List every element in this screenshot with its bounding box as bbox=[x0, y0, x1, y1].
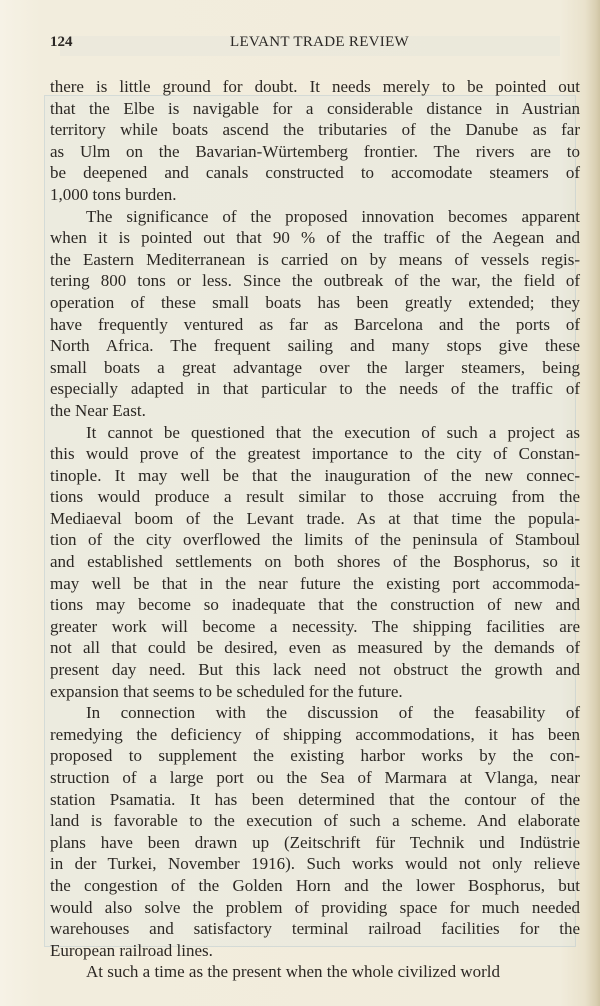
journal-title: LEVANT TRADE REVIEW bbox=[230, 34, 410, 50]
text-line: remedying the deficiency of shipping accommodations, it has been bbox=[50, 724, 580, 744]
text-line: that the Elbe is navigable for a considerable distance in Austrian bbox=[50, 98, 580, 118]
text-line: would also solve the problem of providing space for much needed bbox=[50, 897, 580, 917]
text-line: warehouses and satisfactory terminal railroad facilities for the bbox=[50, 919, 580, 939]
text-line: Mediaeval boom of the Levant trade. As at that time the popula- bbox=[50, 508, 580, 528]
paragraph bbox=[50, 702, 580, 961]
text-line: territory while boats ascend the tributaries of the Danube as far bbox=[50, 120, 580, 140]
article-body bbox=[50, 76, 580, 983]
text-line: tering 800 tons or less. Since the outbreak of the war, the field of bbox=[50, 271, 580, 291]
paragraph bbox=[50, 206, 580, 422]
text-line: station Psamatia. It has been determined that the contour of the bbox=[50, 789, 580, 809]
text-line: the Eastern Mediterranean is carried on by means of vessels regis- bbox=[50, 249, 580, 269]
text-line: At such a time as the present when the whole civilized world bbox=[86, 962, 501, 982]
text-line: be deepened and canals constructed to accomodate steamers of bbox=[50, 163, 580, 183]
text-line: especially adapted in that particular to the needs of the traffic of bbox=[50, 379, 580, 399]
text-line: tions may become so inadequate that the construction of new and bbox=[50, 595, 580, 615]
text-line: expansion that seems to be scheduled for the future. bbox=[50, 681, 403, 701]
text-line: proposed to supplement the existing harbor works by the con- bbox=[50, 746, 580, 766]
text-line: the Near East. bbox=[50, 400, 146, 420]
text-line: tion of the city overflowed the limits of the peninsula of Stamboul bbox=[50, 530, 580, 550]
text-line: there is little ground for doubt. It needs merely to be pointed out bbox=[50, 77, 580, 96]
text-line: In connection with the discussion of the feasability of bbox=[86, 703, 580, 723]
text-line: in der Turkei, November 1916). Such works would not only relieve bbox=[50, 854, 580, 874]
paragraph bbox=[50, 422, 580, 703]
page-number: 124 bbox=[50, 34, 73, 50]
running-head bbox=[50, 34, 578, 54]
text-line: tinople. It may well be that the inauguration of the new connec- bbox=[50, 465, 580, 485]
text-line: struction of a large port ou the Sea of Marmara at Vlanga, near bbox=[50, 768, 580, 787]
text-line: land is favorable to the execution of such a scheme. And elaborate bbox=[50, 811, 580, 831]
text-line: It cannot be questioned that the execution of such a project as bbox=[86, 422, 580, 442]
text-line: plans have been drawn up (Zeitschrift für Technik und Indüstrie bbox=[50, 832, 580, 852]
text-line: tions would produce a result similar to those accruing from the bbox=[50, 487, 580, 507]
text-line: and established settlements on both shores of the Bosphorus, so it bbox=[50, 552, 580, 572]
text-line: have frequently ventured as far as Barcelona and the ports of bbox=[50, 314, 580, 334]
text-line: 1,000 tons burden. bbox=[50, 184, 177, 204]
text-line: North Africa. The frequent sailing and many stops give these bbox=[50, 336, 580, 356]
text-line: European railroad lines. bbox=[50, 940, 213, 960]
paragraph bbox=[50, 961, 580, 983]
text-line: not all that could be desired, even as measured by the demands of bbox=[50, 638, 580, 658]
text-line: the congestion of the Golden Horn and the lower Bosphorus, but bbox=[50, 875, 580, 895]
text-line: as Ulm on the Bavarian-Würtemberg frontier. The rivers are to bbox=[50, 141, 580, 161]
text-line: may well be that in the near future the existing port accommoda- bbox=[50, 573, 580, 593]
text-line: operation of these small boats has been greatly extended; they bbox=[50, 292, 580, 312]
text-line: this would prove of the greatest importance to the city of Constan- bbox=[50, 444, 580, 464]
text-line: present day need. But this lack need not obstruct the growth and bbox=[50, 660, 580, 680]
text-line: greater work will become a necessity. The shipping facilities are bbox=[50, 616, 580, 636]
text-line: The significance of the proposed innovation becomes apparent bbox=[86, 206, 580, 226]
paragraph bbox=[50, 76, 580, 206]
text-line: when it is pointed out that 90 % of the traffic of the Aegean and bbox=[50, 228, 580, 248]
text-line: small boats a great advantage over the larger steamers, being bbox=[50, 357, 580, 377]
